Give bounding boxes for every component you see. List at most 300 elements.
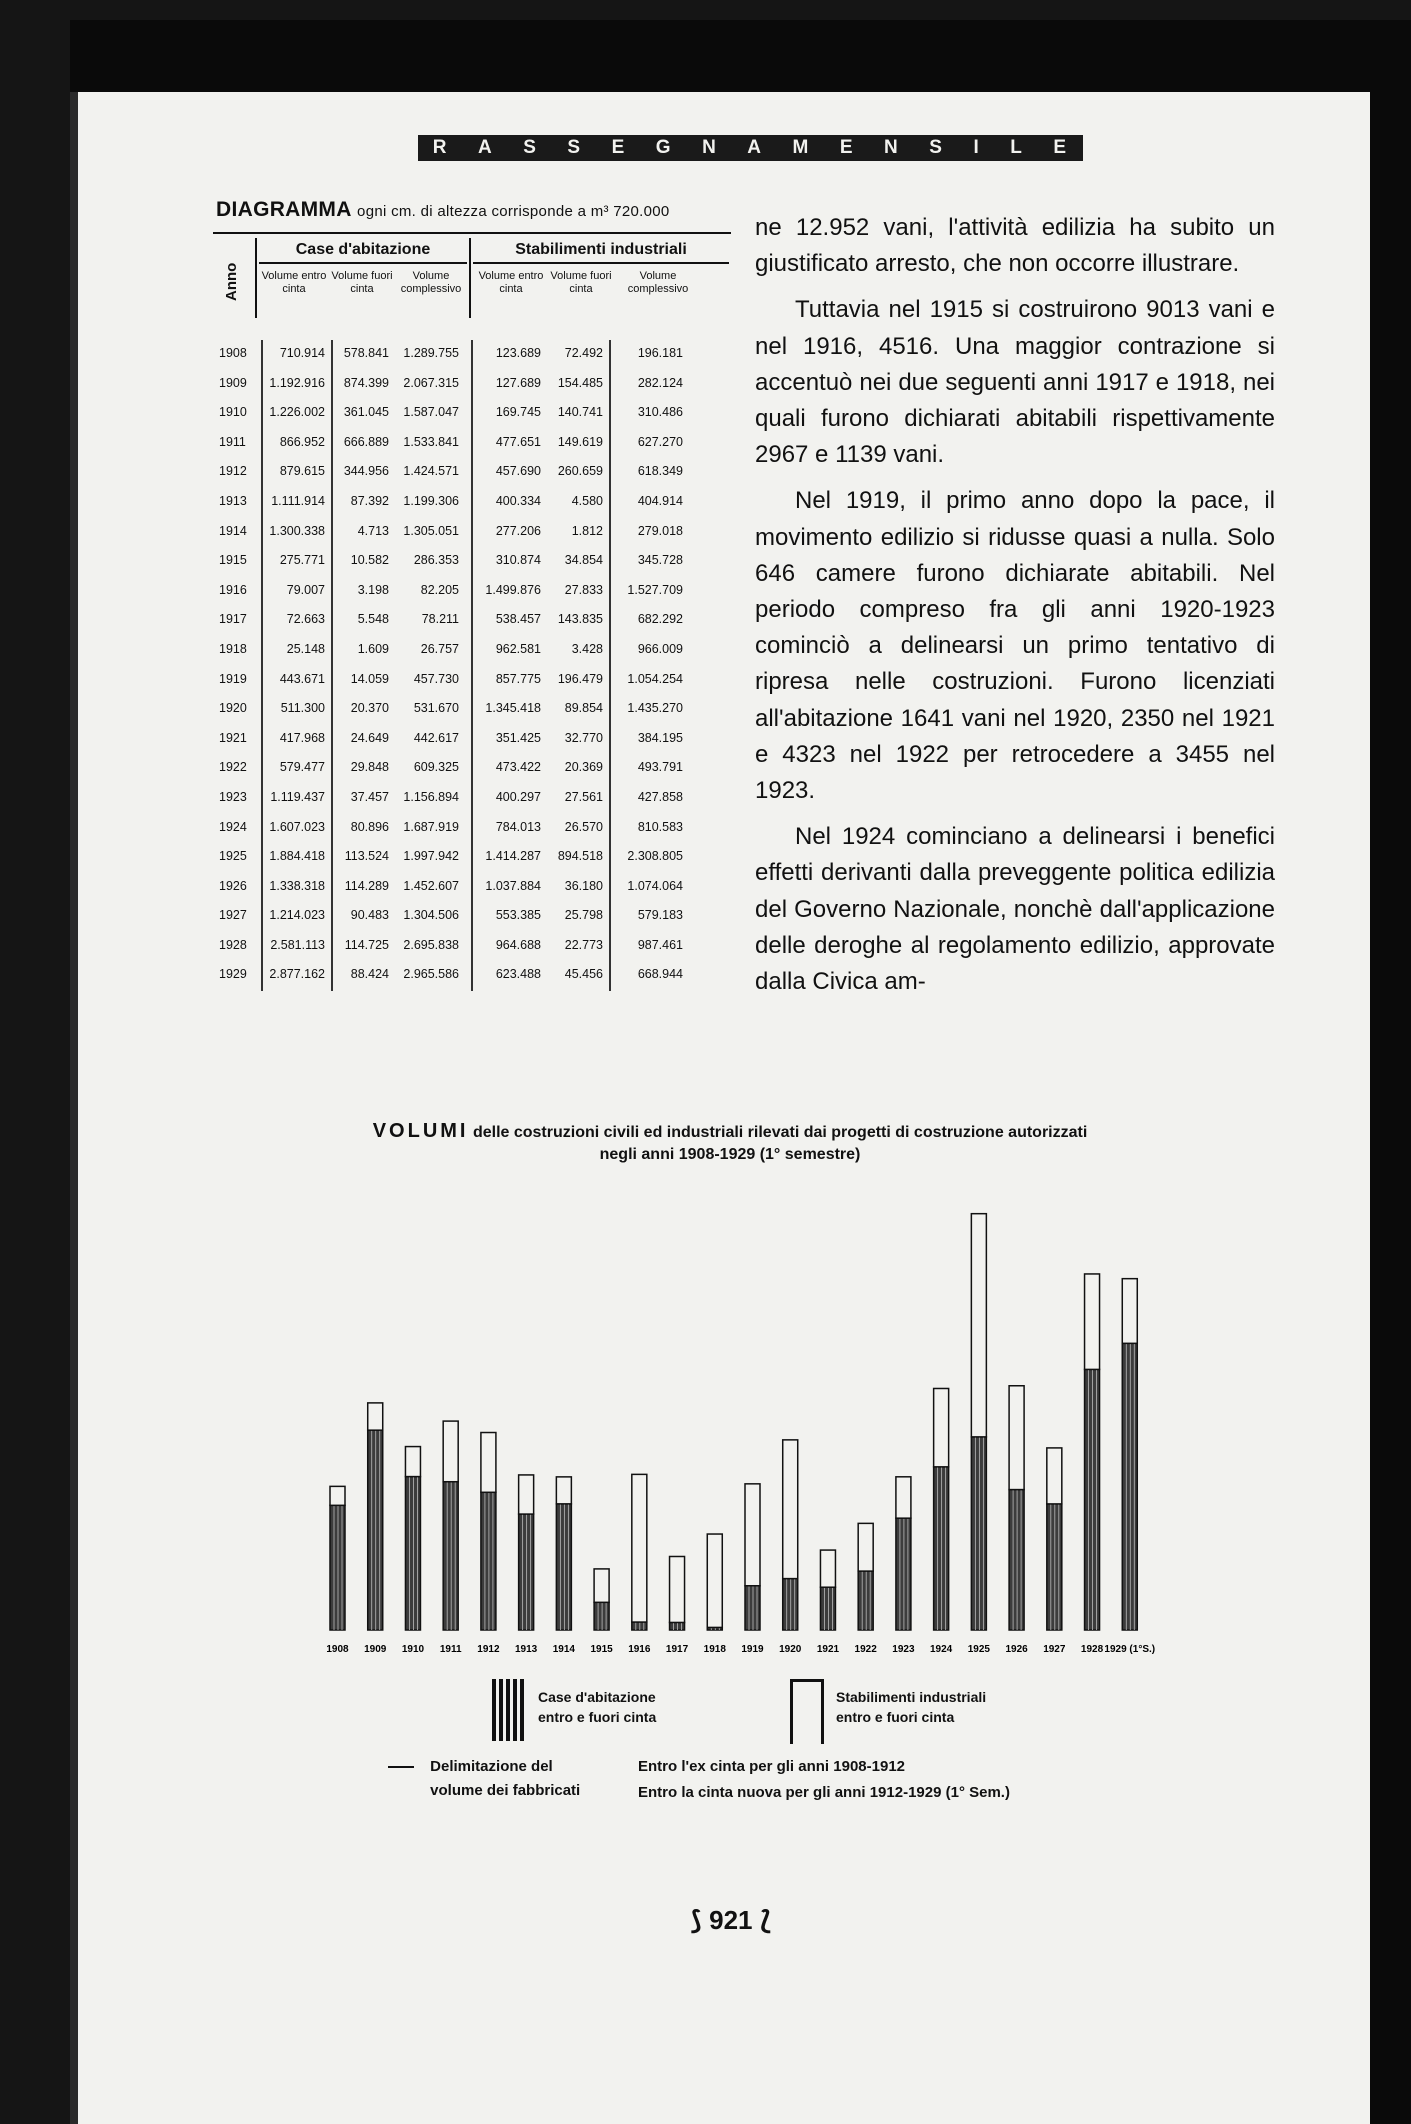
value-cell: 1.452.607 <box>403 878 459 893</box>
table-row <box>213 577 731 607</box>
value-cell: 27.833 <box>564 582 603 597</box>
chart-title-line2: negli anni 1908-1929 (1° semestre) <box>599 1146 861 1163</box>
value-cell: 400.297 <box>495 789 541 804</box>
value-cell: 1.199.306 <box>403 493 459 508</box>
value-cell: 90.483 <box>350 908 389 923</box>
scan-frame-right <box>1370 20 1411 2124</box>
sub-header: Volume entro cinta <box>261 270 327 295</box>
year-cell: 1922 <box>219 760 247 775</box>
tick-label: 1910 <box>401 1644 425 1655</box>
value-cell: 1.214.023 <box>269 908 325 923</box>
table-divider <box>609 932 611 962</box>
tick-label: 1911 <box>439 1644 462 1655</box>
bar-stab-1915 <box>594 1569 609 1602</box>
value-cell: 143.835 <box>557 612 603 627</box>
table-row <box>213 458 731 488</box>
bar-stab-1909 <box>368 1403 383 1430</box>
bar-stab-1908 <box>330 1486 345 1505</box>
value-cell: 964.688 <box>495 937 541 952</box>
value-cell: 1.226.002 <box>269 405 325 420</box>
value-cell: 2.308.805 <box>627 849 683 864</box>
scan-frame-top <box>70 20 1411 95</box>
value-cell: 1.074.064 <box>627 878 683 893</box>
value-cell: 22.773 <box>564 937 603 952</box>
table-divider <box>609 518 611 548</box>
page-number <box>690 1905 772 1936</box>
header-letter: S <box>523 137 538 158</box>
value-cell: 1.304.506 <box>403 908 459 923</box>
tick-label: 1928 <box>1080 1644 1104 1655</box>
year-cell: 1926 <box>219 878 247 893</box>
value-cell: 473.422 <box>495 760 541 775</box>
chart-title <box>280 1120 1180 1166</box>
table-row <box>213 932 731 962</box>
paragraph: ne 12.952 vani, l'attività edilizia ha subito un giustificato arresto, che non occorre illustrare. <box>755 214 1275 278</box>
value-cell: 1.037.884 <box>485 878 541 893</box>
value-cell: 1.345.418 <box>485 701 541 716</box>
data-table <box>213 232 731 991</box>
value-cell: 682.292 <box>637 612 683 627</box>
table-row <box>213 518 731 548</box>
bar-case-1915 <box>594 1602 609 1630</box>
value-cell: 26.757 <box>420 641 459 656</box>
table-divider <box>471 488 473 518</box>
value-cell: 34.854 <box>564 553 603 568</box>
table-divider <box>471 458 473 488</box>
table-divider <box>471 518 473 548</box>
value-cell: 404.914 <box>637 493 683 508</box>
year-cell: 1919 <box>219 671 247 686</box>
table-divider <box>471 606 473 636</box>
paragraph: Nel 1919, il primo anno dopo la pace, il movimento edilizio si ridusse quasi a nulla. Solo 646 camere furono dichiarate abitabili. Nel periodo compreso fra gli anni 1920-1923 cominciò a delinearsi un primo tentativo di ripresa nelle costruzioni. Furono licenziati all'abitazione 1641 vani nel 1920, 2350 nel 1921 e 4323 nel 1922 per retrocedere a 3455 nel 1923. <box>755 487 1275 805</box>
bar-case-1917 <box>670 1622 685 1630</box>
value-cell: 140.741 <box>557 405 603 420</box>
bar-stab-1918 <box>707 1534 722 1627</box>
tick-label: 1926 <box>1005 1644 1028 1655</box>
bar-case-1914 <box>556 1504 571 1630</box>
value-cell: 45.456 <box>564 967 603 982</box>
tick-label: 1927 <box>1043 1644 1066 1655</box>
tick-label: 1923 <box>892 1644 915 1655</box>
table-row <box>213 606 731 636</box>
value-cell: 123.689 <box>495 346 541 360</box>
value-cell: 1.587.047 <box>403 405 459 420</box>
value-cell: 82.205 <box>420 582 459 597</box>
value-cell: 894.518 <box>557 849 603 864</box>
table-row <box>213 370 731 400</box>
year-cell: 1912 <box>219 464 247 479</box>
bar-stab-1924 <box>934 1388 949 1466</box>
year-cell: 1925 <box>219 849 247 864</box>
table-divider <box>471 814 473 844</box>
value-cell: 879.615 <box>279 464 325 479</box>
bar-stab-1922 <box>858 1523 873 1571</box>
group-header-case: Case d'abitazione <box>259 238 467 264</box>
value-cell: 113.524 <box>344 849 389 864</box>
value-cell: 1.111.914 <box>271 493 325 508</box>
year-cell: 1911 <box>219 434 246 449</box>
table-divider <box>609 961 611 991</box>
value-cell: 114.289 <box>344 878 389 893</box>
table-divider <box>471 370 473 400</box>
table-divider <box>609 458 611 488</box>
bar-stab-1916 <box>632 1474 647 1622</box>
value-cell: 666.889 <box>343 434 389 449</box>
value-cell: 149.619 <box>557 434 603 449</box>
bar-stab-1920 <box>783 1440 798 1579</box>
table-row <box>213 636 731 666</box>
year-cell: 1910 <box>219 405 247 420</box>
table-divider <box>609 695 611 725</box>
table-divider <box>609 370 611 400</box>
table-row <box>213 873 731 903</box>
value-cell: 457.730 <box>413 671 459 686</box>
tick-label: 1908 <box>326 1644 349 1655</box>
bar-stab-1923 <box>896 1477 911 1518</box>
value-cell: 26.570 <box>564 819 603 834</box>
value-cell: 361.045 <box>343 405 389 420</box>
value-cell: 443.671 <box>279 671 325 686</box>
header-letter: G <box>655 137 673 158</box>
value-cell: 1.300.338 <box>269 523 325 538</box>
legend-swatch-case <box>492 1679 526 1741</box>
legend-swatch-stab <box>790 1679 824 1744</box>
sub-header: Volume entro cinta <box>478 270 544 295</box>
table-divider <box>471 577 473 607</box>
delimitation-line2: Entro la cinta nuova per gli anni 1912-1929 (1° Sem.) <box>638 1784 1010 1801</box>
header-letter: A <box>747 137 764 158</box>
table-row <box>213 784 731 814</box>
table-row <box>213 695 731 725</box>
tick-label: 1922 <box>854 1644 877 1655</box>
value-cell: 169.745 <box>495 405 541 420</box>
value-cell: 1.414.287 <box>485 849 541 864</box>
header-letter: A <box>477 137 494 158</box>
table-row <box>213 725 731 755</box>
table-divider <box>609 843 611 873</box>
value-cell: 351.425 <box>495 730 541 745</box>
value-cell: 442.617 <box>413 730 459 745</box>
value-cell: 384.195 <box>637 730 683 745</box>
value-cell: 196.479 <box>557 671 603 686</box>
bar-case-1925 <box>971 1437 986 1630</box>
value-cell: 1.192.916 <box>269 375 325 390</box>
delimitation-dash-icon <box>388 1766 414 1768</box>
value-cell: 457.690 <box>495 464 541 479</box>
bar-stab-1913 <box>519 1475 534 1514</box>
value-cell: 1.499.876 <box>485 582 541 597</box>
tick-label: 1920 <box>779 1644 802 1655</box>
bar-case-1913 <box>519 1514 534 1630</box>
bar-case-1929 <box>1122 1343 1137 1630</box>
year-cell: 1915 <box>219 553 247 568</box>
year-cell: 1924 <box>219 819 247 834</box>
value-cell: 531.670 <box>413 701 459 716</box>
value-cell: 275.771 <box>279 553 325 568</box>
paragraph: Tuttavia nel 1915 si costruirono 9013 vani e nel 1916, 4516. Una maggior contrazione si accentuò nei due seguenti anni 1917 e 1918, nei quali furono dichiarati abitabili rispettivamente 2967 e 1139 vani. <box>755 296 1275 469</box>
value-cell: 1.527.709 <box>627 582 683 597</box>
table-row <box>213 961 731 991</box>
bar-stab-1914 <box>556 1477 571 1504</box>
sub-header: Volume complessivo <box>627 270 689 295</box>
table-divider <box>609 636 611 666</box>
header-letter: M <box>792 137 811 158</box>
bar-case-1927 <box>1047 1504 1062 1630</box>
header-letter: L <box>1010 137 1024 158</box>
table-divider <box>471 666 473 696</box>
value-cell: 966.009 <box>637 641 683 656</box>
value-cell: 857.775 <box>495 671 541 686</box>
year-cell: 1920 <box>219 701 247 716</box>
value-cell: 14.059 <box>350 671 389 686</box>
table-divider <box>609 902 611 932</box>
bar-case-1926 <box>1009 1490 1024 1630</box>
bar-case-1921 <box>820 1587 835 1630</box>
sub-header: Volume fuori cinta <box>550 270 612 295</box>
value-cell: 282.124 <box>637 375 683 390</box>
value-cell: 810.583 <box>637 819 683 834</box>
bar-stab-1919 <box>745 1484 760 1586</box>
value-cell: 1.338.318 <box>269 878 325 893</box>
paragraph: Nel 1924 cominciano a delinearsi i benefici effetti derivanti dalla preveggente politica edilizia del Governo Nazionale, nonchè dall'applicazione delle deroghe al regolamento edilizio, approvate dalla Civica am- <box>755 823 1275 996</box>
value-cell: 1.435.270 <box>627 701 683 716</box>
value-cell: 277.206 <box>495 523 541 538</box>
year-cell: 1916 <box>219 582 247 597</box>
value-cell: 1.156.894 <box>403 789 459 804</box>
value-cell: 987.461 <box>637 937 683 952</box>
value-cell: 37.457 <box>350 789 389 804</box>
value-cell: 345.728 <box>637 553 683 568</box>
tick-label: 1925 <box>967 1644 990 1655</box>
value-cell: 80.896 <box>350 819 389 834</box>
bar-stab-1925 <box>971 1214 986 1437</box>
diagram-title <box>216 198 736 222</box>
value-cell: 260.659 <box>557 464 603 479</box>
value-cell: 1.533.841 <box>403 434 459 449</box>
table-divider <box>471 932 473 962</box>
table-divider <box>609 784 611 814</box>
value-cell: 72.663 <box>286 612 325 627</box>
table-divider <box>471 961 473 991</box>
table-divider <box>469 238 471 318</box>
sub-header: Volume fuori cinta <box>331 270 393 295</box>
table-row <box>213 488 731 518</box>
page-number-text: 921 <box>709 1905 753 1935</box>
bar-stab-1929 <box>1122 1279 1137 1344</box>
value-cell: 2.581.113 <box>270 937 325 952</box>
table-divider <box>609 340 611 370</box>
table-divider <box>471 902 473 932</box>
bar-stab-1921 <box>820 1550 835 1587</box>
value-cell: 79.007 <box>286 582 325 597</box>
value-cell: 24.649 <box>350 730 389 745</box>
year-cell: 1909 <box>219 375 247 390</box>
value-cell: 87.392 <box>350 493 389 508</box>
table-divider <box>471 873 473 903</box>
bar-case-1924 <box>934 1467 949 1630</box>
value-cell: 627.270 <box>637 434 683 449</box>
table-divider <box>609 666 611 696</box>
value-cell: 279.018 <box>637 523 683 538</box>
tick-label: 1919 <box>741 1644 764 1655</box>
value-cell: 20.369 <box>564 760 603 775</box>
value-cell: 5.548 <box>357 612 389 627</box>
value-cell: 400.334 <box>495 493 541 508</box>
year-cell: 1914 <box>219 523 247 538</box>
header-letter: S <box>567 137 583 158</box>
value-cell: 20.370 <box>350 701 389 716</box>
value-cell: 417.968 <box>279 730 325 745</box>
table-divider <box>471 754 473 784</box>
bar-case-1910 <box>405 1477 420 1630</box>
tick-label: 1924 <box>930 1644 953 1655</box>
table-body <box>213 340 731 991</box>
value-cell: 1.607.023 <box>269 819 325 834</box>
table-divider <box>609 399 611 429</box>
value-cell: 427.858 <box>637 789 683 804</box>
value-cell: 88.424 <box>350 967 389 982</box>
year-cell: 1917 <box>219 612 247 627</box>
delimitation-note <box>388 1755 1068 1809</box>
value-cell: 1.305.051 <box>403 523 459 538</box>
tick-label: 1914 <box>552 1644 575 1655</box>
value-cell: 3.428 <box>571 641 603 656</box>
legend-label-case: Case d'abitazione entro e fuori cinta <box>538 1689 657 1725</box>
chart-title-lead: VOLUMI <box>372 1120 469 1142</box>
value-cell: 1.054.254 <box>627 671 683 686</box>
value-cell: 310.874 <box>495 553 541 568</box>
bar-case-1928 <box>1085 1369 1100 1630</box>
bar-case-1919 <box>745 1586 760 1630</box>
table-header <box>213 232 731 326</box>
bar-case-1923 <box>896 1518 911 1630</box>
value-cell: 2.877.162 <box>269 967 325 982</box>
value-cell: 784.013 <box>495 819 541 834</box>
value-cell: 25.798 <box>564 908 603 923</box>
table-row <box>213 429 731 459</box>
table-divider <box>255 238 257 318</box>
value-cell: 32.770 <box>564 730 603 745</box>
value-cell: 609.325 <box>413 760 459 775</box>
legend-case <box>492 1675 752 1745</box>
value-cell: 1.289.755 <box>403 346 459 360</box>
header-letter: S <box>929 137 944 158</box>
value-cell: 196.181 <box>637 346 683 360</box>
value-cell: 579.477 <box>279 760 325 775</box>
table-divider <box>471 636 473 666</box>
value-cell: 25.148 <box>286 641 325 656</box>
value-cell: 668.944 <box>637 967 683 982</box>
table-divider <box>471 429 473 459</box>
value-cell: 1.119.437 <box>270 789 325 804</box>
value-cell: 2.067.315 <box>403 375 459 390</box>
year-cell: 1929 <box>219 967 247 982</box>
year-cell: 1921 <box>219 730 247 745</box>
group-header-stab: Stabilimenti industriali <box>473 238 729 264</box>
value-cell: 4.580 <box>571 493 603 508</box>
value-cell: 36.180 <box>564 878 603 893</box>
header-letter: E <box>839 137 855 158</box>
value-cell: 618.349 <box>637 464 683 479</box>
bar-case-1920 <box>783 1579 798 1630</box>
delimitation-label: Delimitazione del volume dei fabbricati <box>430 1758 581 1799</box>
table-divider <box>471 695 473 725</box>
value-cell: 623.488 <box>495 967 541 982</box>
table-row <box>213 547 731 577</box>
bar-stab-1926 <box>1009 1386 1024 1490</box>
value-cell: 710.914 <box>279 346 325 360</box>
value-cell: 78.211 <box>421 612 459 627</box>
value-cell: 27.561 <box>564 789 603 804</box>
bar-case-1909 <box>368 1430 383 1630</box>
col-header-year: Anno <box>223 262 240 302</box>
table-divider <box>471 784 473 814</box>
value-cell: 874.399 <box>343 375 389 390</box>
table-divider <box>609 873 611 903</box>
bar-stab-1917 <box>670 1556 685 1622</box>
header-letter: N <box>884 137 900 158</box>
value-cell: 310.486 <box>637 405 683 420</box>
bar-stab-1927 <box>1047 1448 1062 1504</box>
table-divider <box>609 547 611 577</box>
table-divider <box>471 547 473 577</box>
bar-case-1922 <box>858 1571 873 1630</box>
year-cell: 1927 <box>219 908 247 923</box>
table-row <box>213 902 731 932</box>
body-text-column <box>755 210 1275 1000</box>
value-cell: 3.198 <box>357 582 389 597</box>
value-cell: 477.651 <box>495 434 541 449</box>
table-row <box>213 754 731 784</box>
table-divider <box>609 429 611 459</box>
year-cell: 1918 <box>219 641 247 656</box>
tick-label: 1913 <box>515 1644 538 1655</box>
header-letter: E <box>1053 137 1069 158</box>
value-cell: 72.492 <box>564 346 603 360</box>
tick-label: 1921 <box>816 1644 840 1655</box>
year-cell: 1908 <box>219 346 247 360</box>
table-divider <box>609 754 611 784</box>
tick-label: 1916 <box>628 1644 651 1655</box>
table-row <box>213 399 731 429</box>
legend-label-stab: Stabilimenti industriali entro e fuori cinta <box>836 1689 987 1725</box>
delimitation-line1: Entro l'ex cinta per gli anni 1908-1912 <box>638 1758 906 1775</box>
value-cell: 1.884.418 <box>269 849 325 864</box>
value-cell: 10.582 <box>350 553 389 568</box>
value-cell: 1.687.919 <box>403 819 459 834</box>
value-cell: 344.956 <box>343 464 389 479</box>
value-cell: 286.353 <box>413 553 459 568</box>
year-cell: 1923 <box>219 789 247 804</box>
chart-title-rest: delle costruzioni civili ed industriali rilevati dai progetti di costruzione autorizzati <box>472 1124 1088 1141</box>
tick-label: 1909 <box>364 1644 387 1655</box>
bar-case-1908 <box>330 1505 345 1630</box>
tick-label: 1917 <box>665 1644 689 1655</box>
value-cell: 2.965.586 <box>403 967 459 982</box>
value-cell: 962.581 <box>495 641 541 656</box>
value-cell: 1.997.942 <box>403 849 459 864</box>
header-letter: R <box>432 137 449 158</box>
table-row <box>213 814 731 844</box>
tick-label: 1929 (1°S.) <box>1104 1644 1156 1655</box>
folio-ornament-left-icon: ⟆ <box>690 1905 702 1935</box>
table-divider <box>471 399 473 429</box>
header-letter: N <box>702 137 718 158</box>
bar-case-1916 <box>632 1622 647 1630</box>
value-cell: 4.713 <box>357 523 389 538</box>
table-row <box>213 843 731 873</box>
value-cell: 2.695.838 <box>403 937 459 952</box>
